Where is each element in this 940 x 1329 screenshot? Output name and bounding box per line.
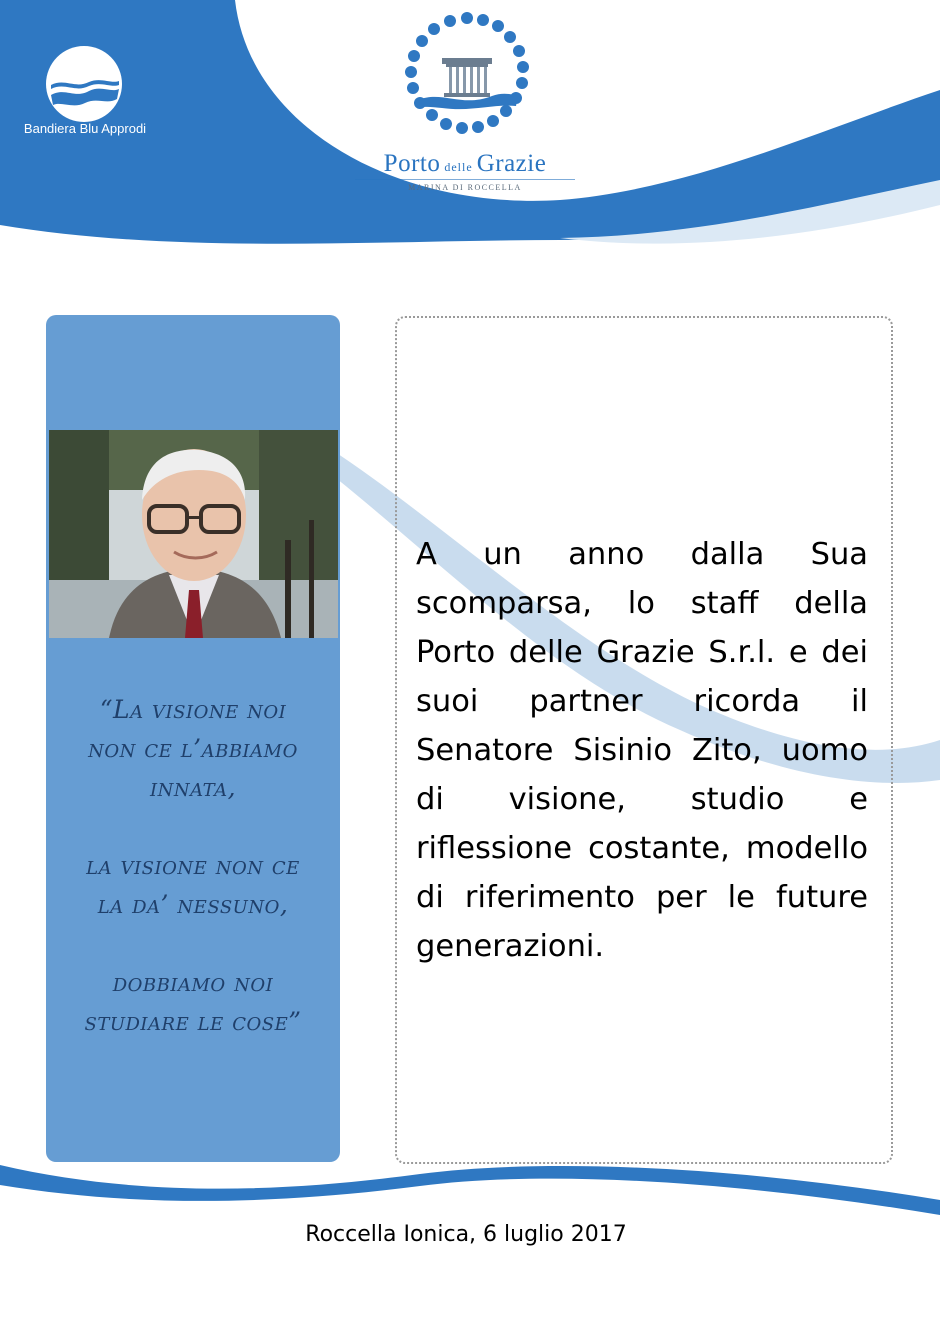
brand-name-mid: delle (444, 160, 473, 174)
brand-subtitle: MARINA DI ROCCELLA (408, 183, 522, 192)
quote-text (46, 690, 340, 1041)
wave-circle-icon (45, 45, 123, 123)
quote-panel (46, 315, 340, 1162)
place-and-date: Roccella Ionica, 6 luglio 2017 (305, 1222, 627, 1247)
portrait-photo (49, 430, 338, 638)
quote-line: “La visione noi (99, 695, 287, 724)
quote-line: non ce l’abbiamo (88, 734, 298, 763)
brand-name-right: Grazie (476, 150, 547, 177)
column-emblem-icon (402, 8, 532, 140)
quote-line: studiare le cose” (84, 1007, 302, 1036)
message-text: A un anno dalla Sua scomparsa, lo staff della Porto delle Grazie S.r.l. e dei suoi partner ricorda il Senatore Sisinio Zito, uomo di visione, studio e riflessione costante, modello di riferimento per le future generazioni. (416, 537, 868, 964)
brand-divider (355, 179, 575, 180)
quote-line: la da’ nessuno, (97, 890, 289, 919)
flag-caption: Bandiera Blu Approdi (23, 121, 147, 136)
brand-name-left: Porto (383, 150, 441, 177)
quote-line: dobbiamo noi (112, 968, 274, 997)
quote-line: innata, (149, 773, 237, 802)
brand-name (300, 150, 630, 178)
quote-line: la visione non ce (86, 851, 300, 880)
